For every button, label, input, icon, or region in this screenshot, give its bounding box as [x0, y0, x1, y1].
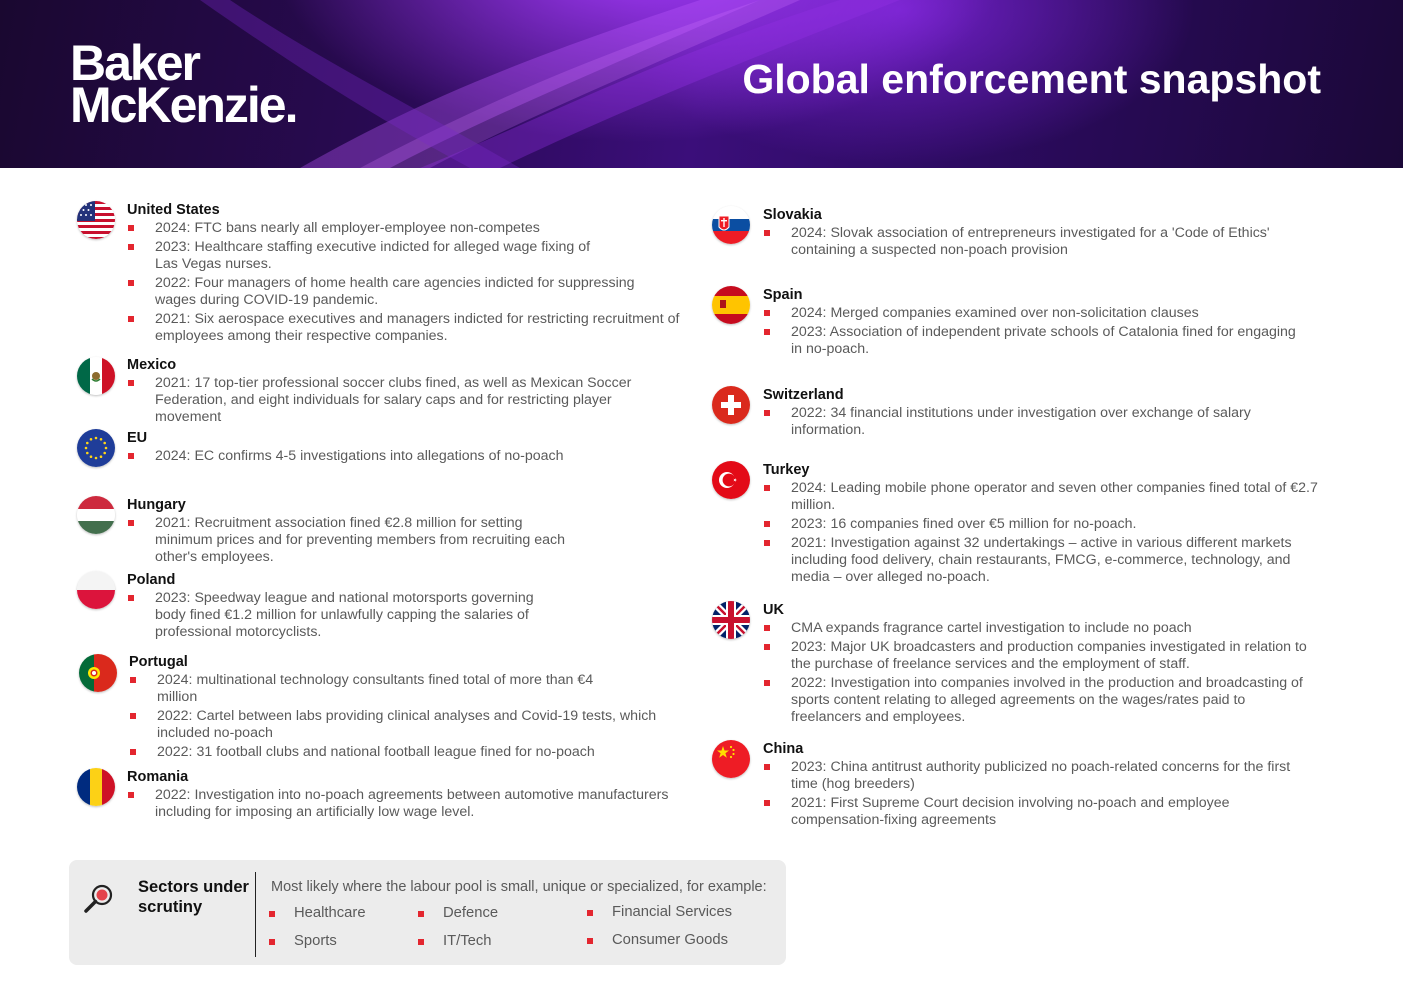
uk-flag-icon — [712, 601, 750, 639]
list-item: 2022: Cartel between labs providing clinical analyses and Covid-19 tests, which included no-poach — [129, 708, 677, 742]
country-entry-switzerland — [763, 387, 1283, 441]
bullet-icon — [128, 225, 134, 231]
list-item: 2023: China antitrust authority publicized no poach-related concerns for the first time (hog breeders) — [763, 759, 1298, 793]
sector-item: Defence — [418, 905, 498, 921]
sectors-panel — [69, 860, 786, 965]
switzerland-flag-icon — [712, 386, 750, 424]
bullet-icon — [128, 380, 134, 386]
country-entry-eu — [127, 430, 672, 467]
china-flag-icon — [712, 740, 750, 778]
country-name: EU — [127, 430, 148, 446]
country-name: Slovakia — [763, 207, 822, 223]
bullet-icon — [130, 749, 136, 755]
us-flag-icon — [77, 201, 115, 239]
divider — [255, 872, 256, 957]
country-name: Hungary — [127, 497, 186, 513]
country-entry-romania — [127, 769, 672, 823]
sectors-heading: Sectors under scrutiny — [138, 878, 249, 916]
country-entry-turkey — [763, 462, 1318, 588]
bullet-icon — [130, 677, 136, 683]
sector-item: IT/Tech — [418, 933, 492, 949]
bullet-icon — [128, 520, 134, 526]
country-entry-mexico — [127, 357, 642, 428]
country-name: Spain — [763, 287, 803, 303]
country-name: Romania — [127, 769, 189, 785]
list-item: 2022: Four managers of home health care agencies indicted for suppressing wages during COVID-19 pandemic. — [127, 275, 675, 309]
bullet-icon — [764, 540, 770, 546]
bullet-icon — [764, 625, 770, 631]
bullet-icon — [269, 911, 275, 917]
bullet-icon — [764, 410, 770, 416]
list-item: 2021: Recruitment association fined €2.8 million for setting minimum prices and for preventing members from recruiting each other's employees. — [127, 515, 567, 566]
bullet-icon — [128, 453, 134, 459]
list-item: 2024: Slovak association of entrepreneurs investigated for a 'Code of Ethics' containing a suspected non-poach provision — [763, 225, 1283, 259]
list-item: 2024: EC confirms 4-5 investigations into allegations of no-poach — [127, 448, 672, 465]
magnifier-icon — [83, 882, 117, 916]
list-item: 2021: First Supreme Court decision involving no-poach and employee compensation-fixing agreements — [763, 795, 1261, 829]
hungary-flag-icon — [77, 496, 115, 534]
country-entry-slovakia — [763, 207, 1283, 261]
list-item: CMA expands fragrance cartel investigation to include no poach — [763, 620, 1308, 637]
bullet-icon — [764, 329, 770, 335]
country-entry-china — [763, 741, 1298, 831]
bullet-icon — [128, 792, 134, 798]
poland-flag-icon — [77, 571, 115, 609]
list-item: 2023: Healthcare staffing executive indicted for alleged wage fixing of Las Vegas nurses. — [127, 239, 605, 273]
eu-flag-icon — [77, 429, 115, 467]
bullet-icon — [764, 644, 770, 650]
sectors-intro: Most likely where the labour pool is small, unique or specialized, for example: — [271, 879, 767, 895]
bullet-icon — [764, 485, 770, 491]
country-name: Poland — [127, 572, 176, 588]
sector-item: Sports — [269, 933, 337, 949]
slovakia-flag-icon — [712, 206, 750, 244]
country-name: Mexico — [127, 357, 177, 373]
bullet-icon — [128, 244, 134, 250]
country-entry-portugal — [129, 654, 669, 763]
logo-line-2: McKenzie. — [70, 77, 297, 133]
list-item: 2024: multinational technology consultants fined total of more than €4 million — [129, 672, 607, 706]
spain-flag-icon — [712, 286, 750, 324]
country-entry-hungary — [127, 497, 567, 568]
country-name: Turkey — [763, 462, 810, 478]
bullet-icon — [587, 910, 593, 916]
list-item: 2022: Investigation into companies involved in the production and broadcasting of sports content relating to alleged agreements on the wages/rates paid to freelancers and employees. — [763, 675, 1308, 726]
logo-line-1: Baker — [70, 35, 199, 91]
bullet-icon — [764, 800, 770, 806]
mexico-flag-icon — [77, 357, 115, 395]
country-name: China — [763, 741, 804, 757]
baker-mckenzie-logo — [70, 35, 297, 133]
list-item: 2024: Leading mobile phone operator and seven other companies fined total of €2.7 million. — [763, 480, 1321, 514]
sector-item: Consumer Goods — [587, 932, 728, 948]
romania-flag-icon — [77, 768, 115, 806]
bullet-icon — [418, 939, 424, 945]
bullet-icon — [128, 595, 134, 601]
bullet-icon — [764, 764, 770, 770]
bullet-icon — [418, 911, 424, 917]
list-item: 2021: 17 top-tier professional soccer clubs fined, as well as Mexican Soccer Federation, and eight individuals for salary caps and for restricting player movement — [127, 375, 642, 426]
bullet-icon — [128, 316, 134, 322]
turkey-flag-icon — [712, 461, 750, 499]
list-item: 2024: Merged companies examined over non-solicitation clauses — [763, 305, 1308, 322]
bullet-icon — [269, 939, 275, 945]
list-item: 2023: 16 companies fined over €5 million for no-poach. — [763, 516, 1308, 533]
country-entry-poland — [127, 572, 547, 643]
sector-item: Financial Services — [587, 904, 732, 920]
sector-item: Healthcare — [269, 905, 366, 921]
header-banner — [0, 0, 1403, 168]
country-name: United States — [127, 202, 220, 218]
country-name: UK — [763, 602, 784, 618]
page-title: Global enforcement snapshot — [742, 56, 1321, 102]
country-name: Portugal — [129, 654, 188, 670]
bullet-icon — [764, 521, 770, 527]
bullet-icon — [764, 680, 770, 686]
list-item: 2021: Six aerospace executives and managers indicted for restricting recruitment of employees among their respective companies. — [127, 311, 700, 345]
list-item: 2023: Speedway league and national motorsports governing body fined €1.2 million for unlawfully capping the salaries of professional motorcyclists. — [127, 590, 547, 641]
list-item: 2021: Investigation against 32 undertakings – active in various different markets including food delivery, chain restaurants, FMCG, e-commerce, technology, and media – over alleged no-poach. — [763, 535, 1308, 586]
list-item: 2023: Major UK broadcasters and production companies investigated in relation to the purchase of freelance services and the employment of staff. — [763, 639, 1308, 673]
bullet-icon — [587, 938, 593, 944]
portugal-flag-icon — [79, 654, 117, 692]
list-item: 2022: Investigation into no-poach agreements between automotive manufacturers including for imposing an artificially low wage level. — [127, 787, 672, 821]
list-item: 2023: Association of independent private schools of Catalonia fined for engaging in no-poach. — [763, 324, 1308, 358]
list-item: 2024: FTC bans nearly all employer-employee non-competes — [127, 220, 672, 237]
country-entry-spain — [763, 287, 1308, 360]
country-entry-united-states — [127, 202, 680, 347]
list-item: 2022: 31 football clubs and national football league fined for no-poach — [129, 744, 669, 761]
country-entry-uk — [763, 602, 1308, 728]
country-name: Switzerland — [763, 387, 844, 403]
list-item: 2022: 34 financial institutions under investigation over exchange of salary information. — [763, 405, 1283, 439]
bullet-icon — [128, 280, 134, 286]
bullet-icon — [764, 310, 770, 316]
bullet-icon — [764, 230, 770, 236]
bullet-icon — [130, 713, 136, 719]
